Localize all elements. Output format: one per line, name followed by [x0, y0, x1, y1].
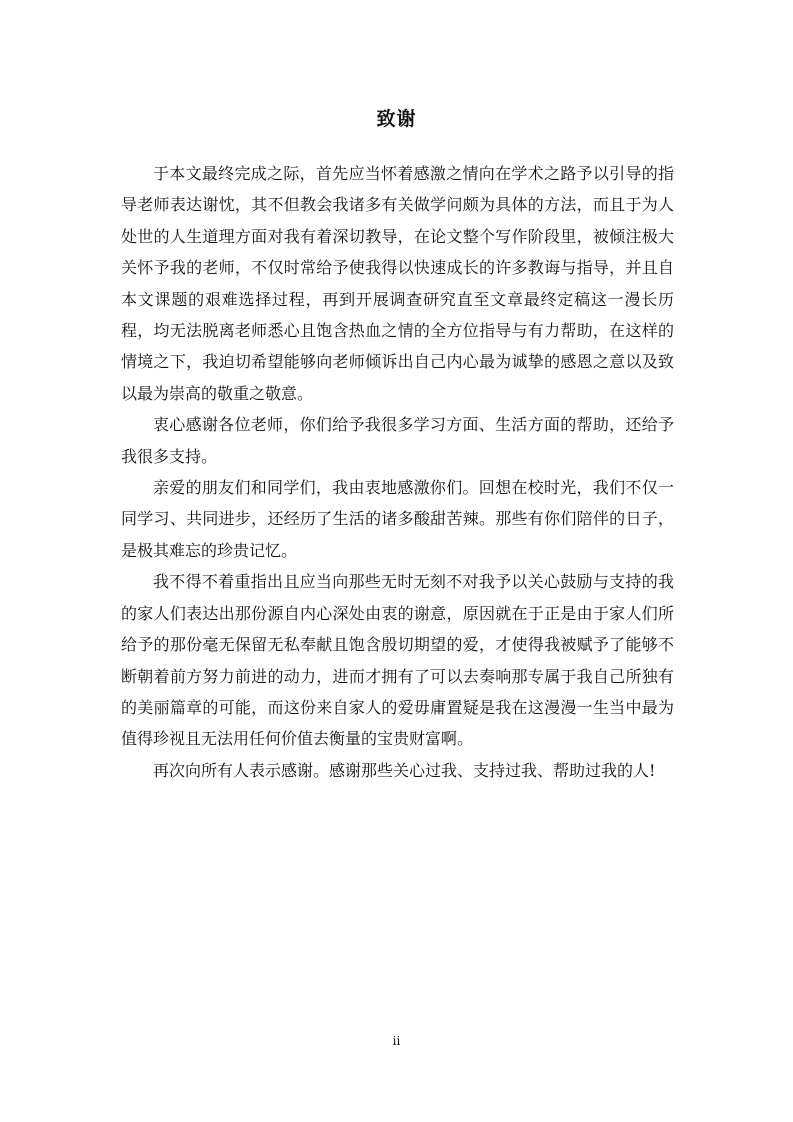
paragraph-family: 我不得不着重指出且应当向那些无时无刻不对我予以关心鼓励与支持的我的家人们表达出那份源自内心深处由衷的谢意，原因就在于正是由于家人们所给予的那份毫无保留无私奉献且饱含殷切期望的爱，才使得我被赋予了能够不断朝着前方努力前进的动力，进而才拥有了可以去奏响那专属于我自己所独有的美丽篇章的可能，而这份来自家人的爱毋庸置疑是我在这漫漫一生当中最为值得珍视且无法用任何价值去衡量的宝贵财富啊。: [121, 572, 674, 749]
paragraph-teachers: 衷心感谢各位老师，你们给予我很多学习方面、生活方面的帮助，还给予我很多支持。: [121, 415, 674, 466]
page-title: 致谢: [376, 108, 417, 130]
acknowledgement-body: [121, 158, 674, 786]
paragraph-advisor: 于本文最终完成之际，首先应当怀着感激之情向在学术之路予以引导的指导老师表达谢忱，其不但教会我诸多有关做学问颇为具体的方法，而且于为人处世的人生道理方面对我有着深切教导，在论文整个写作阶段里，被倾注极大关怀予我的老师，不仅时常给予使我得以快速成长的许多教诲与指导，并且自本文课题的艰难选择过程，再到开展调查研究直至文章最终定稿这一漫长历程，均无法脱离老师悉心且饱含热血之情的全方位指导与有力帮助，在这样的情境之下，我迫切希望能够向老师倾诉出自己内心最为诚挚的感恩之意以及致以最为崇高的敬重之敬意。: [121, 164, 674, 403]
paragraph-friends: 亲爱的朋友们和同学们，我由衷地感激你们。回想在校时光，我们不仅一同学习、共同进步，还经历了生活的诸多酸甜苦辣。那些有你们陪伴的日子，是极其难忘的珍贵记忆。: [121, 478, 674, 560]
page-number: ii: [392, 1034, 401, 1048]
paragraph-closing: 再次向所有人表示感谢。感谢那些关心过我、支持过我、帮助过我的人!: [153, 760, 656, 780]
